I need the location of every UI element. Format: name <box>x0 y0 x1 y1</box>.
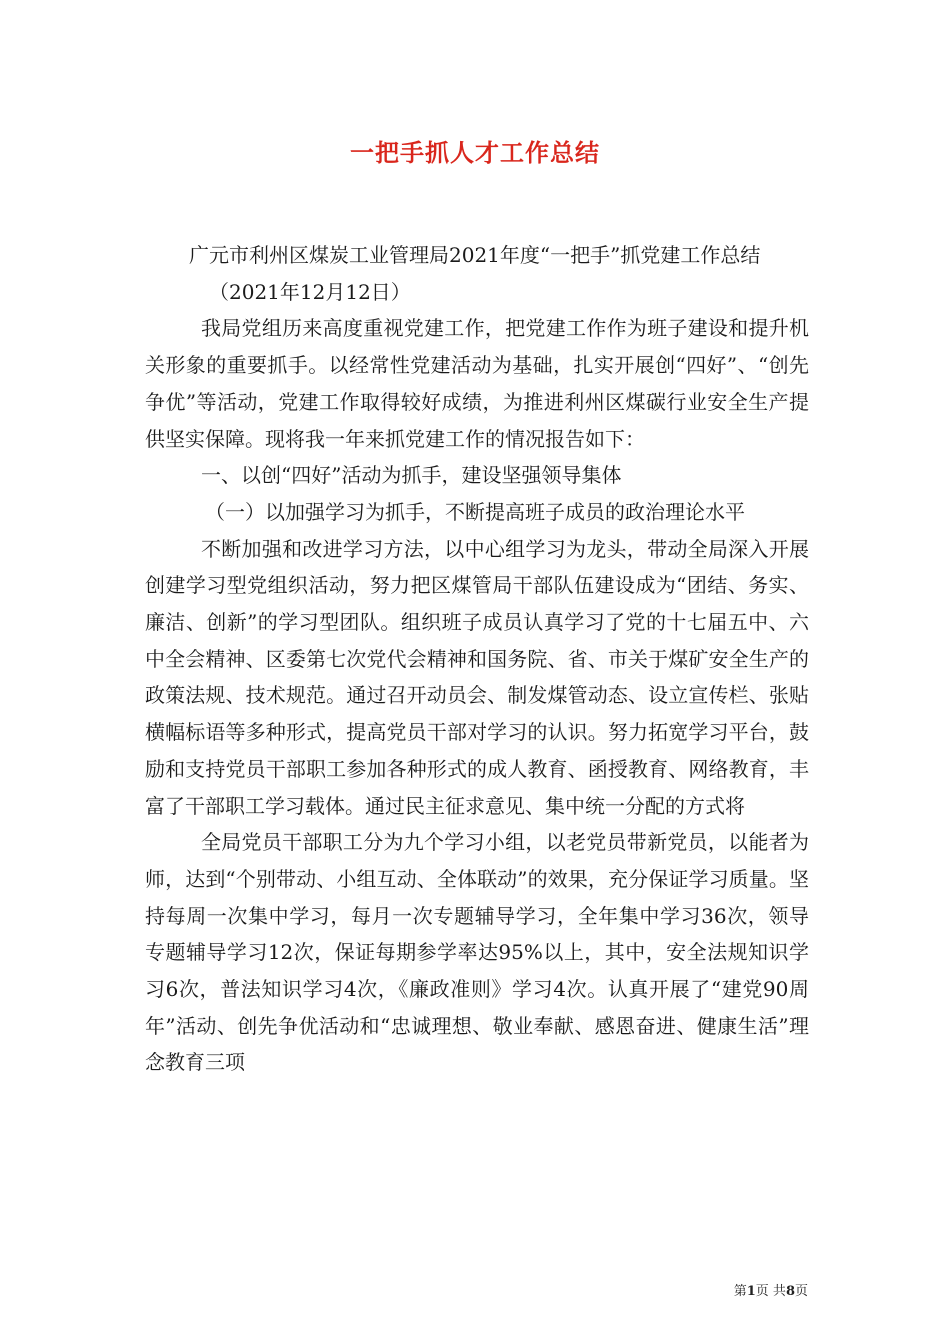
page-footer <box>734 1280 808 1299</box>
footer-current-page: 1 <box>746 1284 756 1299</box>
section-heading: 一、以创“四好”活动为抓手，建设坚强领导集体 <box>201 463 622 488</box>
paragraph: 广元市利州区煤炭工业管理局2021年度“一把手”抓党建工作总结 <box>189 243 761 267</box>
document-body <box>145 237 809 1081</box>
subsection-heading: （一）以加强学习为抓手，不断提高班子成员的政治理论水平 <box>205 499 745 524</box>
footer-suffix: 页 <box>794 1284 808 1299</box>
paragraph-date: （2021年12月12日） <box>209 279 411 304</box>
footer-prefix: 第 <box>733 1284 747 1299</box>
document-title: 一把手抓人才工作总结 <box>350 138 600 167</box>
paragraph: 不断加强和改进学习方法，以中心组学习为龙头，带动全局深入开展创建学习型党组织活动，努力把区煤管局干部队伍建设成为“团结、务实、廉洁、创新”的学习型团队。组织班子成员认真学习了党的十七届五中、六中全会精神、区委第七次党代会精神和国务院、省、市关于煤矿安全生产的政策法规、技术规范。通过召开动员会、制发煤管动态、设立宣传栏、张贴横幅标语等多种形式，提高党员干部对学习的认识。努力拓宽学习平台，鼓励和支持党员干部职工参加各种形式的成人教育、函授教育、网络教育，丰富了干部职工学习载体。通过民主征求意见、集中统一分配的方式将 <box>145 536 809 818</box>
footer-total-pages: 8 <box>785 1284 795 1299</box>
paragraph: 全局党员干部职工分为九个学习小组，以老党员带新党员，以能者为师，达到“个别带动、小组互动、全体联动”的效果，充分保证学习质量。坚持每周一次集中学习，每月一次专题辅导学习，全年集中学习36次，领导专题辅导学习12次，保证每期参学率达95%以上，其中，安全法规知识学习6次，普法知识学习4次，《廉政准则》学习4次。认真开展了“建党90周年”活动、创先争优活动和“忠诚理想、敬业奉献、感恩奋进、健康生活”理念教育三项 <box>145 830 809 1075</box>
footer-mid: 页 共 <box>755 1284 786 1299</box>
paragraph: 我局党组历来高度重视党建工作，把党建工作作为班子建设和提升机关形象的重要抓手。以经常性党建活动为基础，扎实开展创“四好”、“创先争优”等活动，党建工作取得较好成绩，为推进利州区煤碳行业安全生产提供坚实保障。现将我一年来抓党建工作的情况报告如下： <box>145 316 809 451</box>
